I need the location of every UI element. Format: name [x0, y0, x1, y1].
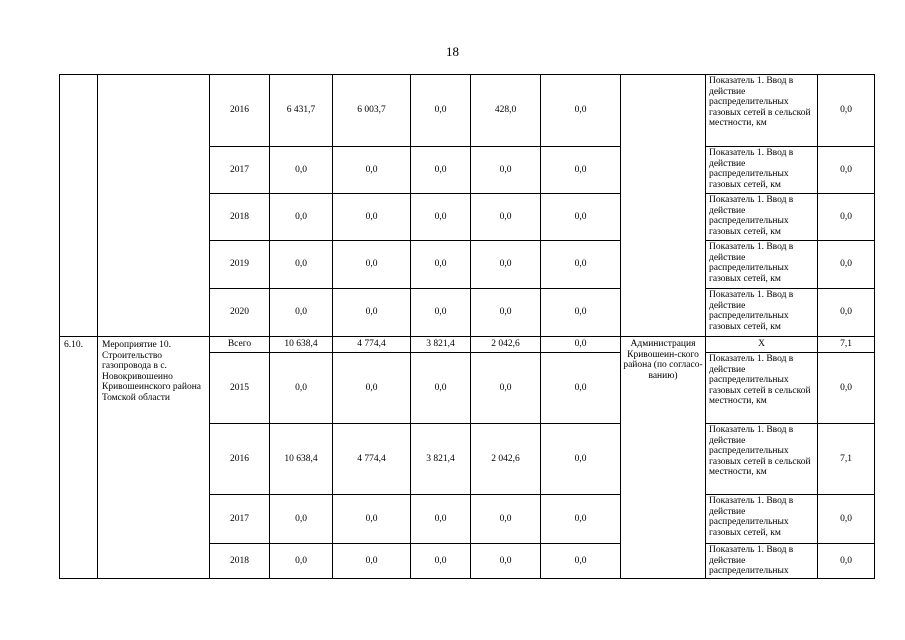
responsible-cell	[621, 75, 706, 337]
responsible-executor: Администрация Кривошеин-ского района (по согласо-ванию)	[621, 337, 706, 579]
fund-cell: 0,0	[541, 337, 621, 353]
page-number: 18	[446, 44, 459, 59]
indicator-cell: Показатель 1. Ввод в действие распределительных газовых сетей, км	[706, 147, 818, 194]
item-number: 6.10.	[60, 337, 98, 579]
value-cell: 0,0	[818, 495, 875, 544]
total-cell: 0,0	[270, 353, 333, 424]
fund-cell: 0,0	[411, 194, 471, 241]
total-cell: 0,0	[270, 194, 333, 241]
value-cell: 7,1	[818, 337, 875, 353]
fund-cell: 0,0	[411, 289, 471, 337]
fund-cell: 0,0	[411, 544, 471, 579]
year-cell: Всего	[210, 337, 270, 353]
name-cell	[98, 75, 210, 337]
fund-cell: 0,0	[411, 147, 471, 194]
fund-cell: 428,0	[471, 75, 541, 147]
total-cell: 0,0	[270, 544, 333, 579]
fund-cell: 2 042,6	[471, 337, 541, 353]
fund-cell: 3 821,4	[411, 424, 471, 495]
table-row	[60, 337, 875, 353]
value-cell: 0,0	[818, 75, 875, 147]
indicator-cell: Показатель 1. Ввод в действие распределительных газовых сетей в сельской местности, км	[706, 75, 818, 147]
fund-cell: 0,0	[411, 75, 471, 147]
fund-cell: 0,0	[471, 353, 541, 424]
fund-cell: 0,0	[333, 544, 411, 579]
fund-cell: 0,0	[471, 194, 541, 241]
value-cell: 0,0	[818, 353, 875, 424]
year-cell: 2020	[210, 289, 270, 337]
fund-cell: 0,0	[471, 241, 541, 289]
value-cell: 0,0	[818, 544, 875, 579]
year-cell: 2017	[210, 495, 270, 544]
fund-cell: 0,0	[541, 194, 621, 241]
table-row	[60, 75, 875, 147]
year-cell: 2016	[210, 75, 270, 147]
fund-cell: 0,0	[541, 289, 621, 337]
indicator-cell: Показатель 1. Ввод в действие распределительных газовых сетей в сельской местности, км	[706, 353, 818, 424]
fund-cell: 4 774,4	[333, 424, 411, 495]
num-cell	[60, 75, 98, 337]
fund-cell: 0,0	[333, 241, 411, 289]
fund-cell: 0,0	[541, 75, 621, 147]
year-cell: 2019	[210, 241, 270, 289]
indicator-cell: Показатель 1. Ввод в действие распределительных газовых сетей в сельской местности, км	[706, 424, 818, 495]
fund-cell: 0,0	[541, 147, 621, 194]
fund-cell: 0,0	[541, 544, 621, 579]
fund-cell: 0,0	[333, 194, 411, 241]
total-cell: 0,0	[270, 241, 333, 289]
total-cell: 10 638,4	[270, 337, 333, 353]
year-cell: 2017	[210, 147, 270, 194]
indicator-cell: Показатель 1. Ввод в действие распределительных газовых сетей, км	[706, 241, 818, 289]
fund-cell: 0,0	[333, 353, 411, 424]
indicator-cell: Показатель 1. Ввод в действие распределительных газовых сетей, км	[706, 289, 818, 337]
fund-cell: 0,0	[541, 241, 621, 289]
year-cell: 2018	[210, 544, 270, 579]
fund-cell: 0,0	[541, 495, 621, 544]
fund-cell: 0,0	[471, 289, 541, 337]
program-table	[59, 74, 875, 579]
fund-cell: 0,0	[541, 353, 621, 424]
item-name: Мероприятие 10. Строительство газопровода в с. Новокривошеино Кривошеинского района Томской области	[98, 337, 210, 579]
fund-cell: 0,0	[541, 424, 621, 495]
year-cell: 2016	[210, 424, 270, 495]
fund-cell: 0,0	[333, 147, 411, 194]
value-cell: 0,0	[818, 289, 875, 337]
total-cell: 0,0	[270, 289, 333, 337]
fund-cell: 0,0	[471, 544, 541, 579]
value-cell: 7,1	[818, 424, 875, 495]
fund-cell: 0,0	[471, 147, 541, 194]
fund-cell: 0,0	[333, 495, 411, 544]
fund-cell: 0,0	[333, 289, 411, 337]
total-cell: 6 431,7	[270, 75, 333, 147]
value-cell: 0,0	[818, 241, 875, 289]
fund-cell: 0,0	[411, 353, 471, 424]
fund-cell: 3 821,4	[411, 337, 471, 353]
value-cell: 0,0	[818, 194, 875, 241]
fund-cell: 4 774,4	[333, 337, 411, 353]
indicator-cell: Показатель 1. Ввод в действие распределительных газовых сетей, км	[706, 495, 818, 544]
indicator-cell: Показатель 1. Ввод в действие распределительных газовых сетей, км	[706, 194, 818, 241]
value-cell: 0,0	[818, 147, 875, 194]
indicator-cell: X	[706, 337, 818, 353]
indicator-cell: Показатель 1. Ввод в действие распределительных	[706, 544, 818, 579]
fund-cell: 0,0	[471, 495, 541, 544]
total-cell: 0,0	[270, 495, 333, 544]
fund-cell: 0,0	[411, 241, 471, 289]
total-cell: 10 638,4	[270, 424, 333, 495]
fund-cell: 0,0	[411, 495, 471, 544]
fund-cell: 2 042,6	[471, 424, 541, 495]
year-cell: 2018	[210, 194, 270, 241]
fund-cell: 6 003,7	[333, 75, 411, 147]
total-cell: 0,0	[270, 147, 333, 194]
year-cell: 2015	[210, 353, 270, 424]
